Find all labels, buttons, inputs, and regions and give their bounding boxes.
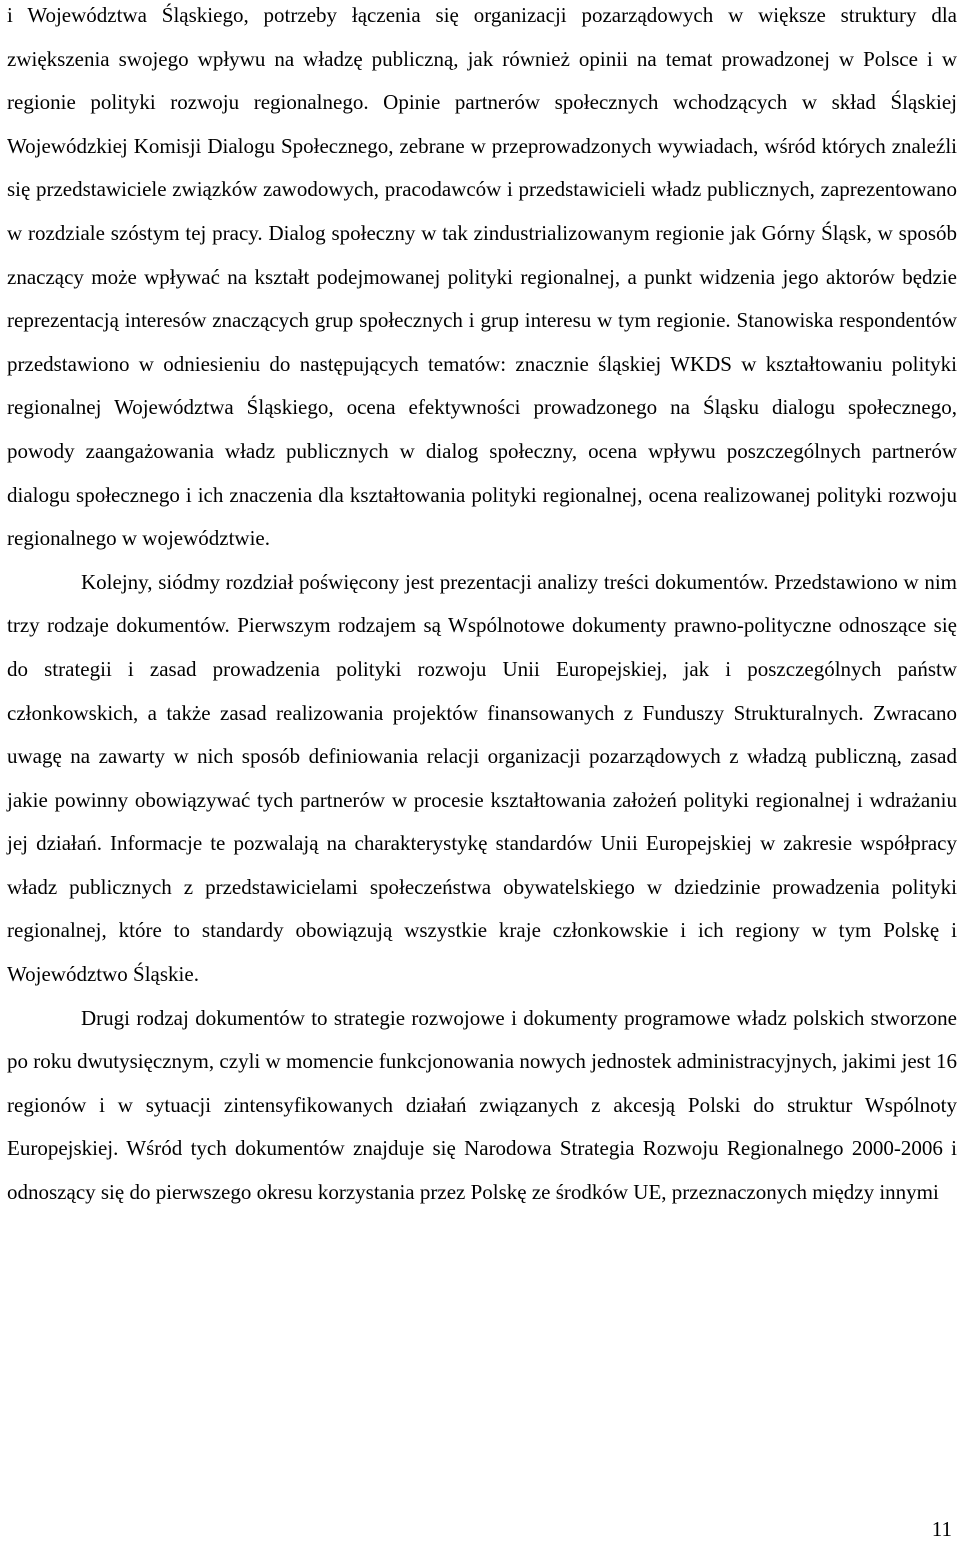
paragraph-chapter-seven: Kolejny, siódmy rozdział poświęcony jest prezentacji analizy treści dokumentów. Przedstawiono w nim trzy rodzaje dokumentów. Pierwszym rodzajem są Wspólnotowe dokumenty prawno-polityczne odnoszące się do strategii i zasad prowadzenia polityki rozwoju Unii Europejskiej, jak i poszczególnych państw członkowskich, a także zasad realizowania projektów finansowanych z Funduszy Strukturalnych. Zwracano uwagę na zawarty w nich sposób definiowania relacji organizacji pozarządowych z władzą publiczną, zasad jakie powinny obowiązywać tych partnerów w procesie kształtowania założeń polityki regionalnej i wdrażaniu jej działań. Informacje te pozwalają na charakterystykę standardów Unii Europejskiej w zakresie współpracy władz publicznych z przedstawicielami społeczeństwa obywatelskiego w dziedzinie prowadzenia polityki regionalnej, które to standardy obowiązują wszystkie kraje członkowskie i ich regiony w tym Polskę i Województwo Śląskie. [7,569,957,987]
page-number: 11 [931,1517,952,1541]
paragraph-second-document-type: Drugi rodzaj dokumentów to strategie rozwojowe i dokumenty programowe władz polskich stworzone po roku dwutysięcznym, czyli w momencie funkcjonowania nowych jednostek administracyjnych, jakimi jest 16 regionów i w sytuacji zintensyfikowanych działań związanych z akcesją Polski do struktur Wspólnoty Europejskiej. Wśród tych dokumentów znajduje się Narodowa Strategia Rozwoju Regionalnego 2000-2006 i odnoszący się do pierwszego okresu korzystania przez Polskę ze środków UE, przeznaczonych między innymi [7,1005,957,1205]
paragraph-continued-summary: i Województwa Śląskiego, potrzeby łączenia się organizacji pozarządowych w większe struktury dla zwiększenia swojego wpływu na władzę publiczną, jak również opinii na temat prowadzonej w Polsce i w regionie polityki rozwoju regionalnego. Opinie partnerów społecznych wchodzących w skład Śląskiej Wojewódzkiej Komisji Dialogu Społecznego, zebrane w przeprowadzonych wywiadach, wśród których znaleźli się przedstawiciele związków zawodowych, pracodawców i przedstawicieli władz publicznych, zaprezentowano w rozdziale szóstym tej pracy. Dialog społeczny w tak zindustrializowanym regionie jak Górny Śląsk, w sposób znaczący może wpływać na kształt podejmowanej polityki regionalnej, a punkt widzenia jego aktorów będzie reprezentacją interesów znaczących grup społecznych i grup interesu w tym regionie. Stanowiska respondentów przedstawiono w odniesieniu do następujących tematów: znacznie śląskiej WKDS w kształtowaniu polityki regionalnej Województwa Śląskiego, ocena efektywności prowadzonego na Śląsku dialogu społecznego, powody zaangażowania władz publicznych w dialog społeczny, ocena wpływu poszczególnych partnerów dialogu społecznego i ich znaczenia dla kształtowania polityki regionalnej, ocena realizowanej polityki rozwoju regionalnego w województwie. [7,3,957,551]
document-page [7,0,957,1215]
